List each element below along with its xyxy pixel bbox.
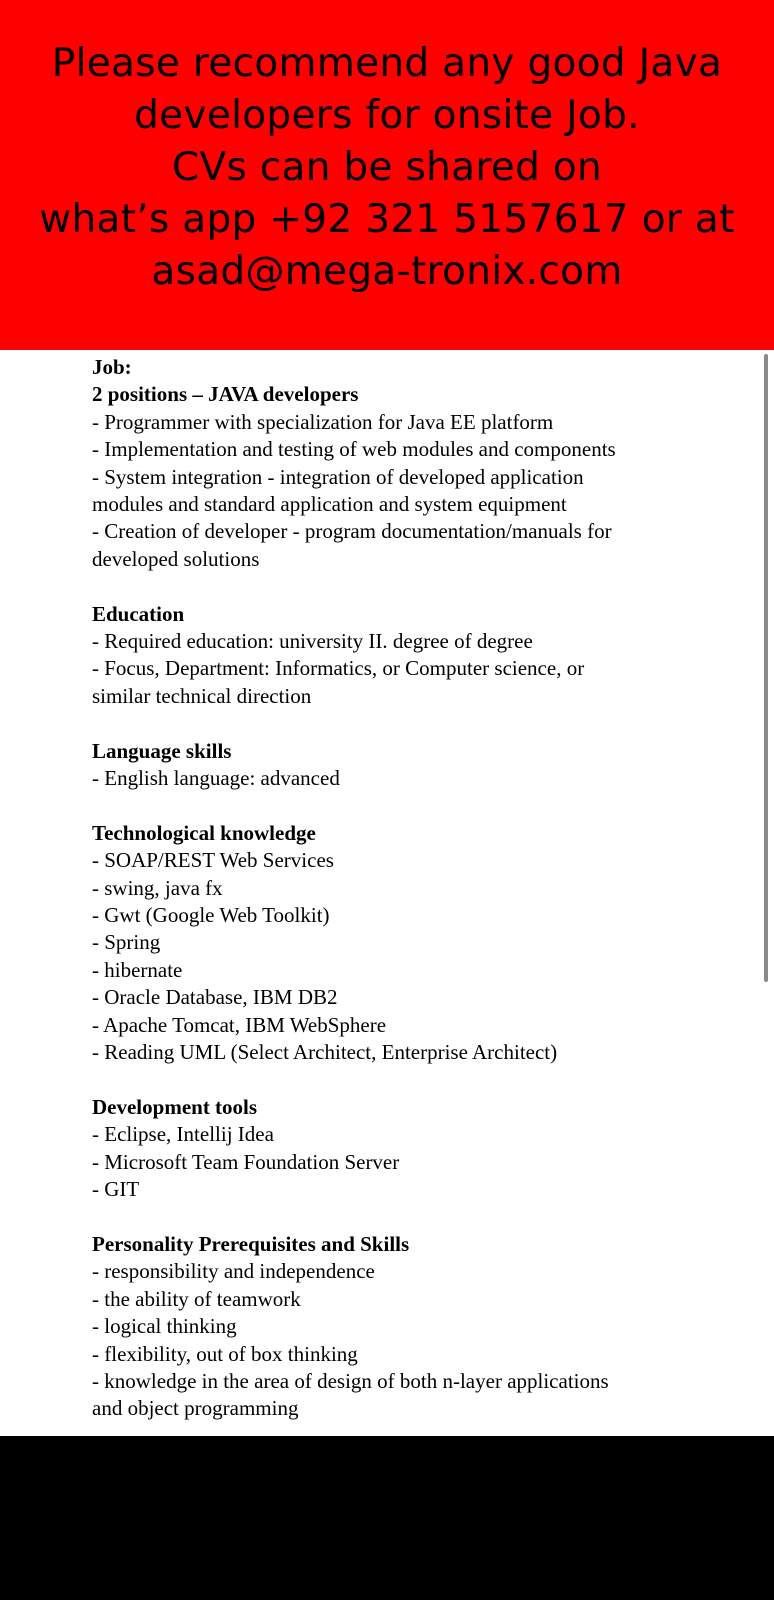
language-heading: Language skills <box>92 738 232 763</box>
tools-line: - Eclipse, Intellij Idea <box>92 1122 274 1147</box>
scrollbar[interactable] <box>764 354 768 982</box>
banner-line: Please recommend any good Java <box>51 41 723 86</box>
tools-heading: Development tools <box>92 1094 258 1119</box>
spacer <box>92 1204 732 1231</box>
black-footer-area <box>0 1436 774 1600</box>
personality-heading: Personality Prerequisites and Skills <box>92 1231 410 1256</box>
job-heading: Job: <box>92 355 132 379</box>
education-line: - Focus, Department: Informatics, or Computer science, or <box>92 656 585 681</box>
banner-line: asad@mega-tronix.com <box>151 249 623 294</box>
announcement-banner <box>0 0 774 350</box>
personality-line: - responsibility and independence <box>92 1259 375 1284</box>
job-description <box>92 354 732 1423</box>
tech-line: - Oracle Database, IBM DB2 <box>92 985 338 1010</box>
education-line: - Required education: university II. degree of degree <box>92 629 533 654</box>
job-positions: 2 positions – JAVA developers <box>92 382 359 407</box>
job-line: - Creation of developer - program documentation/manuals for <box>92 519 612 544</box>
tech-line: - swing, java fx <box>92 875 223 900</box>
banner-text <box>0 38 774 298</box>
tech-line: - Spring <box>92 930 161 955</box>
personality-line: - the ability of teamwork <box>92 1286 301 1311</box>
spacer <box>92 1067 732 1094</box>
tech-heading: Technological knowledge <box>92 820 316 845</box>
tech-line: - hibernate <box>92 957 183 982</box>
job-line: - System integration - integration of developed application <box>92 464 584 489</box>
language-line: - English language: advanced <box>92 766 340 791</box>
education-line: similar technical direction <box>92 683 312 708</box>
tech-line: - Gwt (Google Web Toolkit) <box>92 903 330 928</box>
banner-line: developers for onsite Job. <box>134 93 640 138</box>
banner-line: CVs can be shared on <box>171 145 603 190</box>
job-line: modules and standard application and system equipment <box>92 492 567 517</box>
job-line: - Programmer with specialization for Java EE platform <box>92 409 554 434</box>
tech-line: - Apache Tomcat, IBM WebSphere <box>92 1012 387 1037</box>
personality-line: and object programming <box>92 1396 299 1421</box>
tools-line: - Microsoft Team Foundation Server <box>92 1149 400 1174</box>
spacer <box>92 792 732 819</box>
personality-line: - knowledge in the area of design of both n-layer applications <box>92 1368 609 1393</box>
education-heading: Education <box>92 601 185 626</box>
spacer <box>92 573 732 600</box>
job-line: - Implementation and testing of web modules and components <box>92 437 616 462</box>
spacer <box>92 710 732 737</box>
job-line: developed solutions <box>92 546 260 571</box>
personality-line: - flexibility, out of box thinking <box>92 1341 358 1366</box>
tech-line: - SOAP/REST Web Services <box>92 848 334 873</box>
tech-line: - Reading UML (Select Architect, Enterprise Architect) <box>92 1040 558 1065</box>
banner-line: what’s app +92 321 5157617 or at <box>39 197 735 242</box>
tools-line: - GIT <box>92 1177 140 1202</box>
personality-line: - logical thinking <box>92 1314 237 1339</box>
